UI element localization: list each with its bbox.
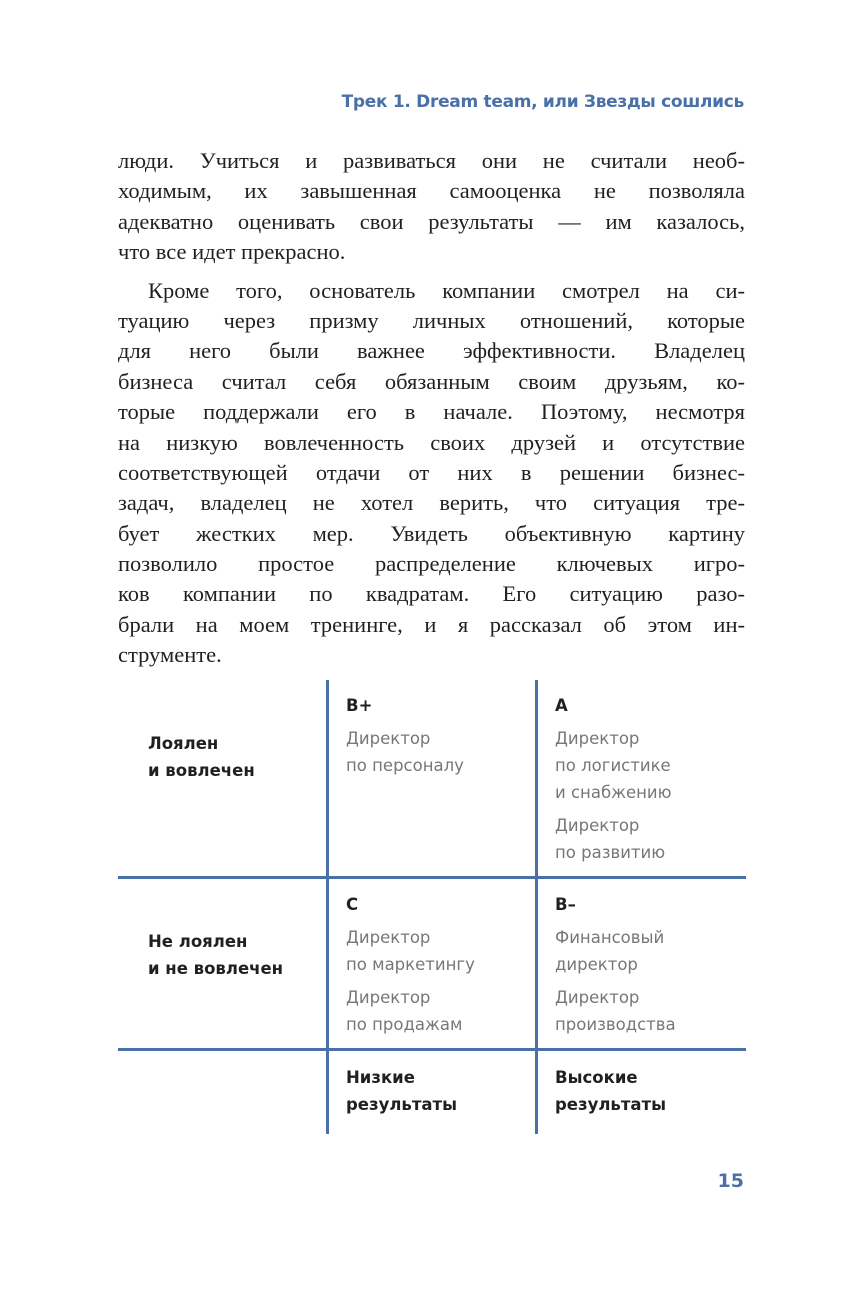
matrix-cell-b-plus (346, 692, 464, 779)
text-line: задач, владелец не хотел верить, что ситуация тре- (118, 490, 745, 516)
text-line: торые поддержали его в начале. Поэтому, несмотря (118, 399, 745, 425)
text-line: ков компании по квадратам. Его ситуацию разо- (118, 581, 745, 607)
person-text: Директор (555, 729, 640, 748)
text-line: бизнеса считал себя обязанным своим друзьям, ко- (118, 368, 745, 394)
person-entry (555, 924, 676, 978)
person-entry (555, 812, 672, 866)
grade-label: B– (555, 895, 576, 914)
person-text: по персоналу (346, 756, 464, 775)
person-text: Директор (346, 928, 431, 947)
person-entry (346, 924, 475, 978)
matrix-divider-horizontal (118, 876, 746, 879)
grade-label: A (555, 696, 568, 715)
text-line: Кроме того, основатель компании смотрел на си- (148, 277, 745, 303)
paragraph (118, 276, 745, 671)
text-line: для него были важнее эффективности. Владелец (118, 338, 745, 364)
person-entry (555, 984, 676, 1038)
body-text (118, 146, 745, 671)
person-text: производства (555, 1015, 676, 1034)
paragraph (118, 146, 745, 268)
text-line: позволило простое распределение ключевых игро- (118, 551, 745, 577)
text-line: на низкую вовлеченность своих друзей и отсутствие (118, 429, 745, 455)
matrix-divider-vertical (326, 680, 329, 1134)
person-text: по развитию (555, 843, 666, 862)
text-line: туацию через призму личных отношений, которые (118, 307, 745, 333)
text-line: ходимым, их завышенная самооценка не позволяла (118, 178, 745, 204)
grade-label: B+ (346, 696, 373, 715)
person-text: по маркетингу (346, 955, 475, 974)
person-entry (346, 984, 475, 1038)
matrix-cell-c (346, 891, 475, 1038)
person-text: Директор (555, 988, 640, 1007)
running-header: Трек 1. Dream team, или Звезды сошлись (341, 92, 744, 112)
text-line: люди. Учиться и развиваться они не считали необ- (118, 148, 745, 173)
person-text: Директор (346, 729, 431, 748)
text-line: соответствующей отдачи от них в решении бизнес- (118, 459, 745, 485)
person-text: Финансовый (555, 928, 665, 947)
matrix-divider-horizontal (118, 1048, 746, 1051)
text-line: адекватно оценивать свои результаты — им казалось, (118, 208, 745, 234)
person-text: по логистике (555, 756, 671, 775)
matrix-cell-a (555, 692, 672, 866)
person-text: директор (555, 955, 638, 974)
row-label-loyal: Лоялен и вовлечен (148, 734, 255, 780)
col-label-high: Высокие результаты (555, 1068, 667, 1114)
text-line: что все идет прекрасно. (118, 239, 346, 265)
person-text: и снабжению (555, 783, 672, 802)
page-number: 15 (717, 1170, 744, 1192)
matrix-divider-vertical (535, 680, 538, 1134)
person-entry (555, 725, 672, 806)
text-line: бует жестких мер. Увидеть объективную картину (118, 520, 745, 546)
col-label-low: Низкие результаты (346, 1068, 458, 1114)
row-label-not-loyal: Не лоялен и не вовлечен (148, 932, 284, 978)
person-text: Директор (346, 988, 431, 1007)
grade-label: C (346, 895, 359, 914)
person-text: по продажам (346, 1015, 463, 1034)
person-entry (346, 725, 464, 779)
text-line: струменте. (118, 642, 222, 668)
text-line: брали на моем тренинге, и я рассказал об этом ин- (118, 611, 745, 637)
person-text: Директор (555, 816, 640, 835)
matrix-cell-b-minus (555, 891, 676, 1038)
